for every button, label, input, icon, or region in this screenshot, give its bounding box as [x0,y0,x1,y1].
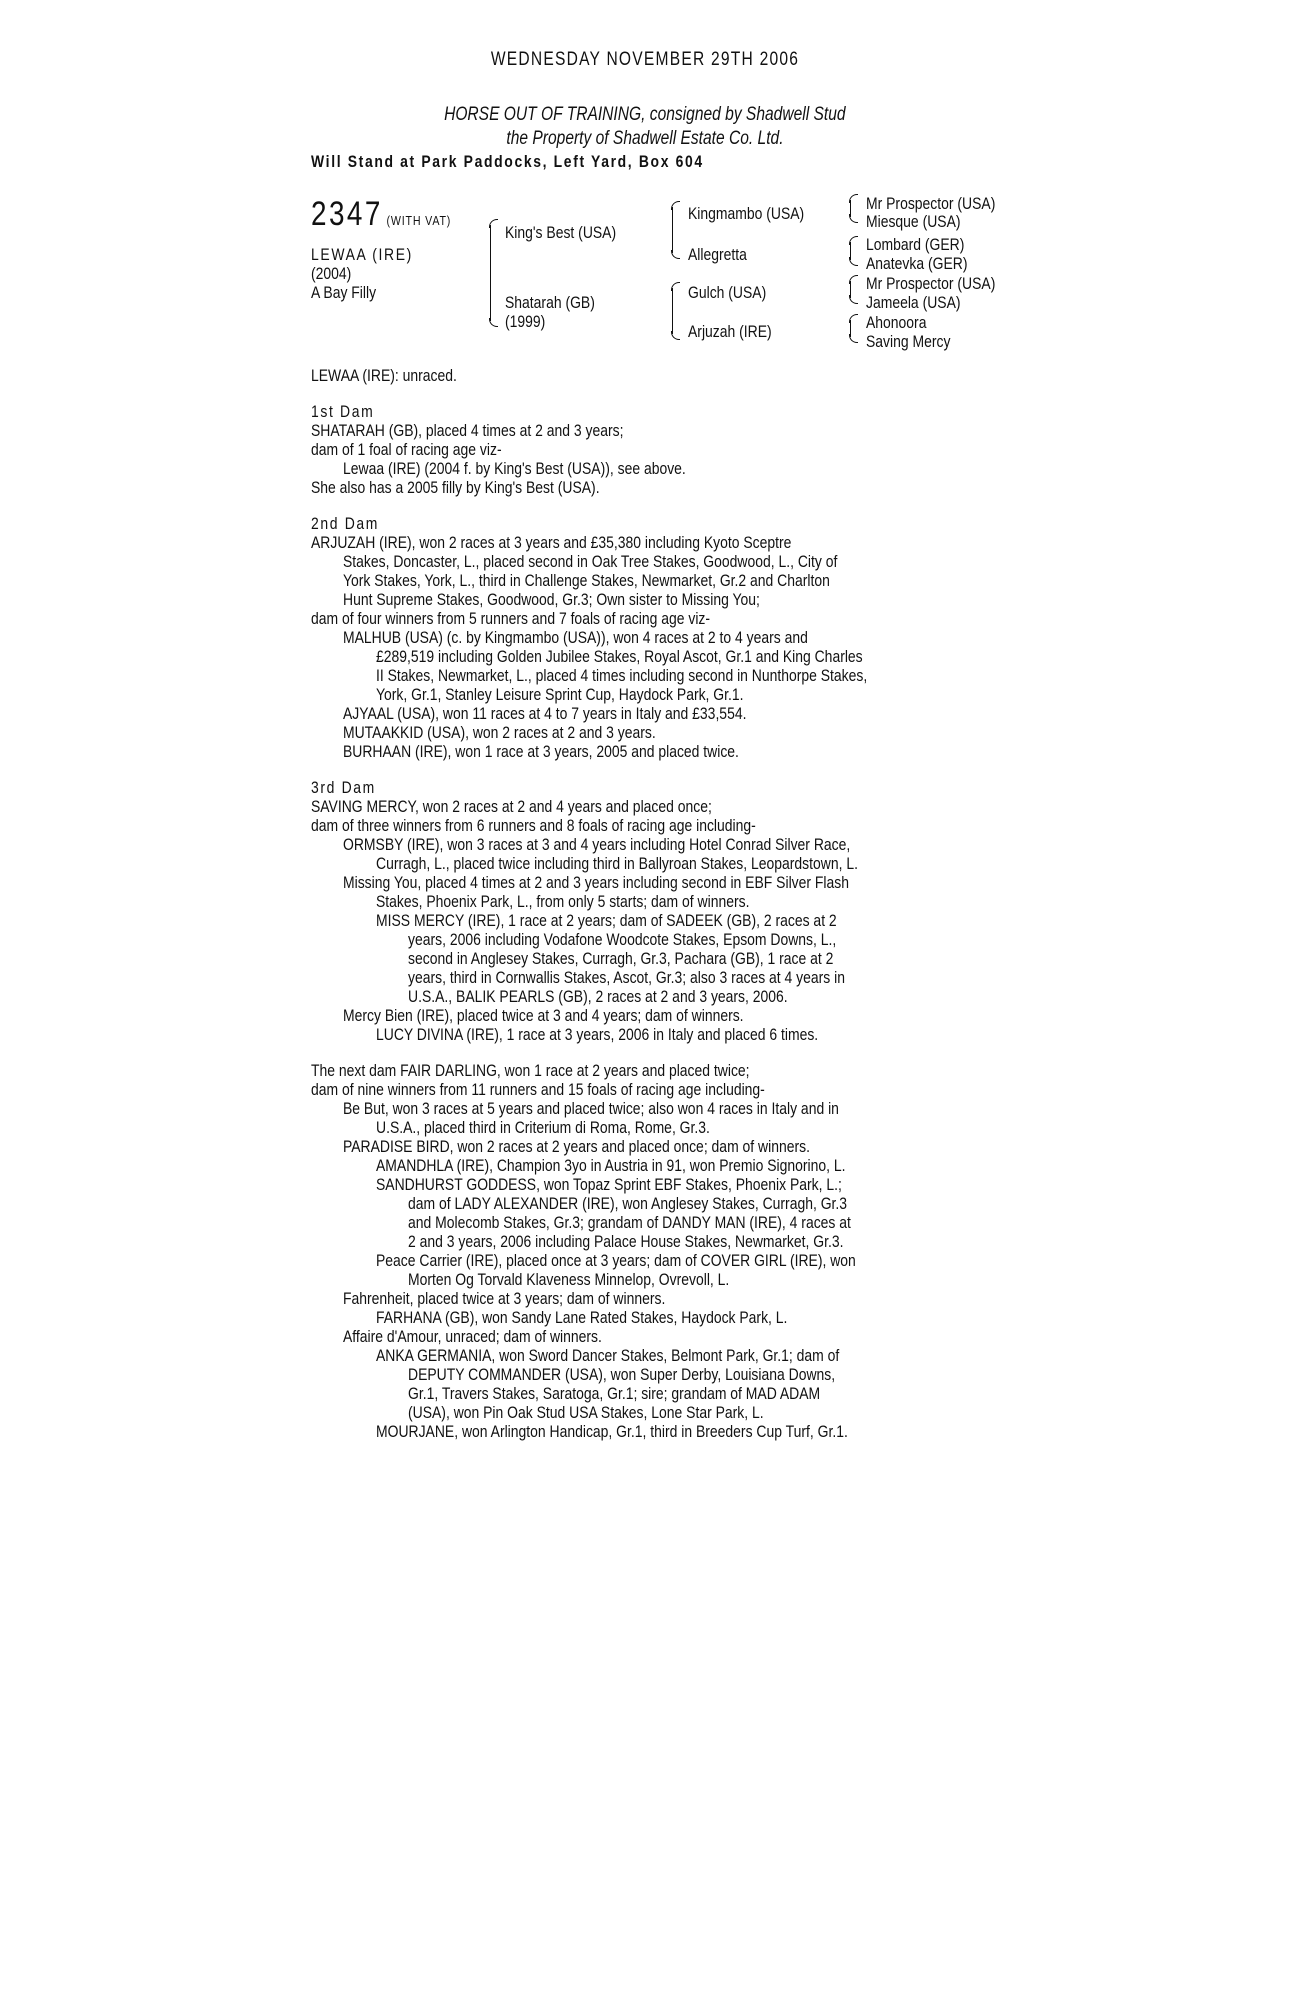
pedigree-bracket-g3a [850,200,851,217]
text-line [311,816,1031,835]
text-line [311,854,1031,873]
horse-name: LEWAA (IRE) [311,245,413,264]
text-line [311,911,1031,930]
lot-number-block [311,196,451,232]
text-line [311,1384,1031,1403]
sale-date: WEDNESDAY NOVEMBER 29TH 2006 [490,49,800,70]
paragraph-gap [311,1044,1031,1061]
line-text: Peace Carrier (IRE), placed once at 3 years; dam of COVER GIRL (IRE), won [376,1251,856,1270]
text-line [311,873,1031,892]
pedigree-g2: Miesque (USA) [866,212,961,231]
pedigree-g5: Mr Prospector (USA) [866,274,996,293]
line-text: FARHANA (GB), won Sandy Lane Rated Stakes, Haydock Park, L. [376,1308,788,1327]
text-line [311,892,1031,911]
pedigree-sire-dam: Allegretta [688,245,747,264]
text-line [311,440,1031,459]
line-text: Morten Og Torvald Klaveness Minnelop, Ovrevoll, L. [408,1270,730,1289]
text-line [311,1137,1031,1156]
paragraph-gap [311,497,1031,514]
line-text: 2 and 3 years, 2006 including Palace House Stakes, Newmarket, Gr.3. [408,1232,844,1251]
pedigree-dam: Shatarah (GB) [505,293,595,312]
text-line [311,1118,1031,1137]
text-line [311,1175,1031,1194]
pedigree-g3: Lombard (GER) [866,235,965,254]
line-text: U.S.A., BALIK PEARLS (GB), 2 races at 2 and 3 years, 2006. [408,987,788,1006]
line-text: York, Gr.1, Stanley Leisure Sprint Cup, Haydock Park, Gr.1. [376,685,744,704]
pedigree-bracket-g3c [850,281,851,298]
line-text: AMANDHLA (IRE), Champion 3yo in Austria in 91, won Premio Signorino, L. [376,1156,846,1175]
pedigree-bracket-gen1 [490,225,491,321]
pedigree-bracket-sire [672,207,673,253]
line-text: Hunt Supreme Stakes, Goodwood, Gr.3; Own sister to Missing You; [343,590,760,609]
line-text: BURHAAN (IRE), won 1 race at 3 years, 2005 and placed twice. [343,742,739,761]
pedigree-bracket-g3d [850,320,851,337]
pedigree-dam-year: (1999) [505,312,546,331]
line-text: £289,519 including Golden Jubilee Stakes, Royal Ascot, Gr.1 and King Charles [376,647,863,666]
text-line [311,1422,1031,1441]
text-line [311,1099,1031,1118]
property-text: the Property of Shadwell Estate Co. Ltd. [506,128,784,149]
line-text: years, 2006 including Vodafone Woodcote Stakes, Epsom Downs, L., [408,930,837,949]
line-text: PARADISE BIRD, won 2 races at 2 years and placed once; dam of winners. [343,1137,810,1156]
line-text: dam of LADY ALEXANDER (IRE), won Anglesey Stakes, Curragh, Gr.3 [408,1194,848,1213]
line-text: MALHUB (USA) (c. by Kingmambo (USA)), won 4 races at 2 to 4 years and [343,628,808,647]
text-line [311,1232,1031,1251]
stand-location: Will Stand at Park Paddocks, Left Yard, Box 604 [311,152,704,171]
lot-vat: (WITH VAT) [386,213,452,228]
text-line [311,1308,1031,1327]
text-line [311,459,1031,478]
pedigree-g6: Jameela (USA) [866,293,961,312]
text-line [311,1365,1031,1384]
pedigree-bracket-g3b [850,242,851,260]
section-heading: 2nd Dam [311,514,380,533]
line-text: The next dam FAIR DARLING, won 1 race at 2 years and placed twice; [311,1061,750,1080]
text-line [311,366,1031,385]
line-text: MUTAAKKID (USA), won 2 races at 2 and 3 years. [343,723,656,742]
text-line [311,1080,1031,1099]
consignment-line [0,105,1290,125]
line-text: ANKA GERMANIA, won Sword Dancer Stakes, Belmont Park, Gr.1; dam of [376,1346,840,1365]
line-text: SHATARAH (GB), placed 4 times at 2 and 3 years; [311,421,624,440]
text-line [311,609,1031,628]
line-text: She also has a 2005 filly by King's Best (USA). [311,478,600,497]
pedigree-g1: Mr Prospector (USA) [866,194,996,213]
text-line [311,723,1031,742]
text-line [311,1346,1031,1365]
line-text: ARJUZAH (IRE), won 2 races at 3 years and £35,380 including Kyoto Sceptre [311,533,792,552]
text-line [311,571,1031,590]
line-text: Gr.1, Travers Stakes, Saratoga, Gr.1; sire; grandam of MAD ADAM [408,1384,821,1403]
line-text: U.S.A., placed third in Criterium di Roma, Rome, Gr.3. [376,1118,710,1137]
line-text: Affaire d'Amour, unraced; dam of winners. [343,1327,602,1346]
text-line [311,1251,1031,1270]
horse-description: A Bay Filly [311,283,377,302]
text-line [311,1061,1031,1080]
line-text: Mercy Bien (IRE), placed twice at 3 and 4 years; dam of winners. [343,1006,744,1025]
lot-number: 2347 [311,195,383,233]
line-text: Fahrenheit, placed twice at 3 years; dam of winners. [343,1289,666,1308]
text-line [311,1327,1031,1346]
text-line [311,590,1031,609]
text-line [311,1194,1031,1213]
line-text: Stakes, Phoenix Park, L., from only 5 starts; dam of winners. [376,892,750,911]
pedigree-bracket-dam [672,288,673,334]
pedigree-dam-dam: Arjuzah (IRE) [688,322,772,341]
text-line [311,685,1031,704]
line-text: second in Anglesey Stakes, Curragh, Gr.3, Pachara (GB), 1 race at 2 [408,949,834,968]
text-line [311,478,1031,497]
pedigree-g8: Saving Mercy [866,332,951,351]
line-text: LEWAA (IRE): unraced. [311,366,457,385]
line-text: Missing You, placed 4 times at 2 and 3 years including second in EBF Silver Flash [343,873,849,892]
pedigree-sire: King's Best (USA) [505,223,617,242]
text-line [311,778,1031,797]
line-text: ORMSBY (IRE), won 3 races at 3 and 4 years including Hotel Conrad Silver Race, [343,835,851,854]
section-heading: 3rd Dam [311,778,376,797]
line-text: years, third in Cornwallis Stakes, Ascot, Gr.3; also 3 races at 4 years in [408,968,845,987]
pedigree-dam-sire: Gulch (USA) [688,283,767,302]
line-text: AJYAAL (USA), won 11 races at 4 to 7 years in Italy and £33,554. [343,704,747,723]
text-line [311,949,1031,968]
line-text: SAVING MERCY, won 2 races at 2 and 4 years and placed once; [311,797,712,816]
text-line [311,1213,1031,1232]
text-line [311,533,1031,552]
line-text: Stakes, Doncaster, L., placed second in Oak Tree Stakes, Goodwood, L., City of [343,552,838,571]
pedigree-g7: Ahonoora [866,313,927,332]
line-text: dam of 1 foal of racing age viz- [311,440,502,459]
pedigree-g4: Anatevka (GER) [866,254,968,273]
line-text: Curragh, L., placed twice including third in Ballyroan Stakes, Leopardstown, L. [376,854,858,873]
text-line [311,628,1031,647]
text-line [311,647,1031,666]
text-line [311,421,1031,440]
text-line [311,514,1031,533]
text-line [311,968,1031,987]
pedigree-sire-sire: Kingmambo (USA) [688,204,805,223]
sale-date-header [0,50,1290,70]
text-line [311,1403,1031,1422]
text-line [311,1156,1031,1175]
text-line [311,552,1031,571]
line-text: dam of nine winners from 11 runners and 15 foals of racing age including- [311,1080,765,1099]
line-text: II Stakes, Newmarket, L., placed 4 times including second in Nunthorpe Stakes, [376,666,868,685]
text-line [311,742,1031,761]
text-line [311,1025,1031,1044]
line-text: MISS MERCY (IRE), 1 race at 2 years; dam of SADEEK (GB), 2 races at 2 [376,911,837,930]
text-line [311,1006,1031,1025]
pedigree-notes [311,366,1031,1441]
line-text: York Stakes, York, L., third in Challenge Stakes, Newmarket, Gr.2 and Charlton [343,571,830,590]
text-line [311,704,1031,723]
text-line [311,835,1031,854]
line-text: MOURJANE, won Arlington Handicap, Gr.1, third in Breeders Cup Turf, Gr.1. [376,1422,848,1441]
line-text: SANDHURST GODDESS, won Topaz Sprint EBF Stakes, Phoenix Park, L.; [376,1175,842,1194]
text-line [311,930,1031,949]
consignment-text: HORSE OUT OF TRAINING, consigned by Shadwell Stud [444,104,846,125]
line-text: DEPUTY COMMANDER (USA), won Super Derby, Louisiana Downs, [408,1365,836,1384]
paragraph-gap [311,385,1031,402]
section-heading: 1st Dam [311,402,375,421]
line-text: LUCY DIVINA (IRE), 1 race at 3 years, 2006 in Italy and placed 6 times. [376,1025,819,1044]
text-line [311,402,1031,421]
paragraph-gap [311,761,1031,778]
horse-year: (2004) [311,264,352,283]
text-line [311,987,1031,1006]
property-line [0,129,1290,149]
line-text: Be But, won 3 races at 5 years and placed twice; also won 4 races in Italy and in [343,1099,839,1118]
text-line [311,797,1031,816]
line-text: and Molecomb Stakes, Gr.3; grandam of DANDY MAN (IRE), 4 races at [408,1213,851,1232]
line-text: dam of three winners from 6 runners and 8 foals of racing age including- [311,816,756,835]
text-line [311,666,1031,685]
line-text: (USA), won Pin Oak Stud USA Stakes, Lone Star Park, L. [408,1403,764,1422]
text-line [311,1289,1031,1308]
text-line [311,1270,1031,1289]
line-text: Lewaa (IRE) (2004 f. by King's Best (USA)), see above. [343,459,686,478]
line-text: dam of four winners from 5 runners and 7 foals of racing age viz- [311,609,711,628]
